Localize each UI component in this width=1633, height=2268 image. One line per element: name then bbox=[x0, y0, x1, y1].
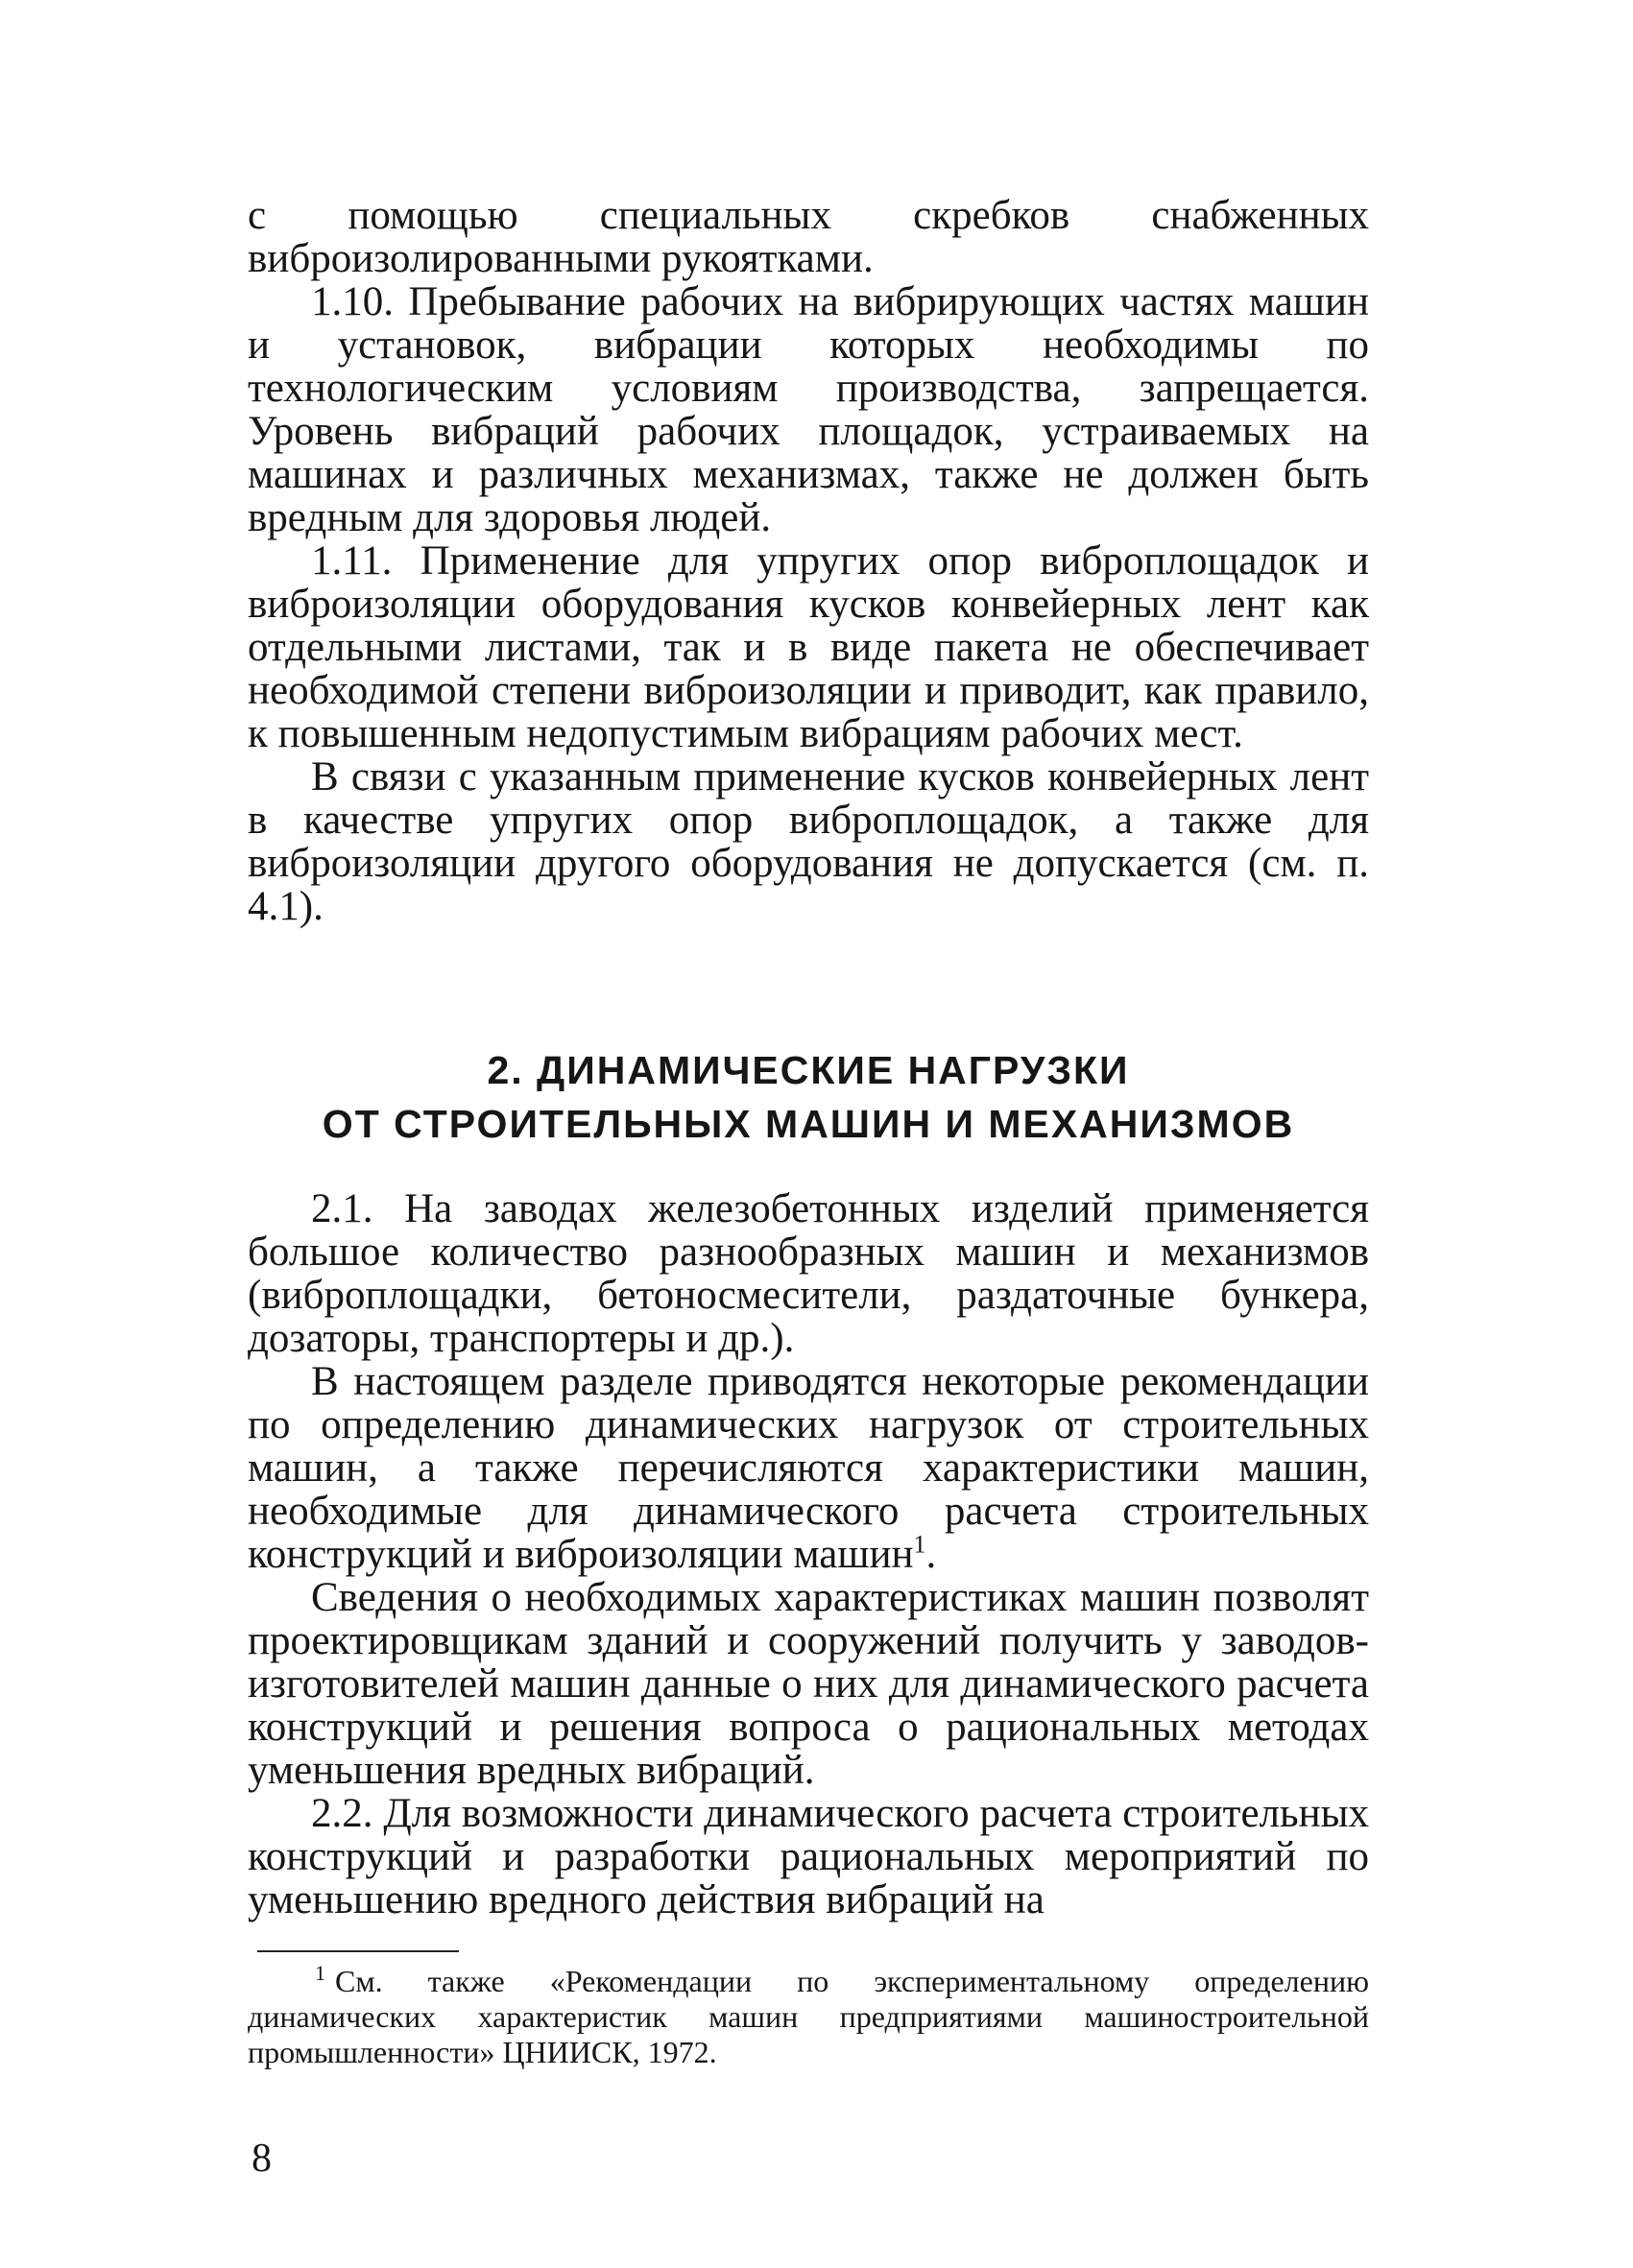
footnotes bbox=[248, 1961, 1369, 2070]
footnote-1 bbox=[248, 1961, 1369, 2070]
footnote-text: См. также «Рекомендации по экспериментальному определению динамических характеристик машин предприятиями машиностроительной промышленности» ЦНИИСК, 1972. bbox=[248, 1964, 1369, 2069]
footnote-reference: 1 bbox=[913, 1530, 926, 1559]
paragraph-recommendations bbox=[248, 1360, 1369, 1576]
paragraph-continuation: с помощью специальных скребков снабженных виброизолированными рукоятками. bbox=[248, 193, 1369, 281]
section-heading-line-2: ОТ СТРОИТЕЛЬНЫХ МАШИН И МЕХАНИЗМОВ bbox=[322, 1102, 1295, 1146]
section-heading-line-1: 2. ДИНАМИЧЕСКИЕ НАГРУЗКИ bbox=[487, 1048, 1130, 1092]
footnote-mark: 1 bbox=[315, 1961, 325, 1986]
section-heading bbox=[248, 1043, 1369, 1151]
paragraph-1-11: 1.11. Применение для упругих опор виброплощадок и виброизоляции оборудования кусков конвейерных лент как отдельными листами, так и в виде пакета не обеспечивает необходимой степени виброизоляции и приводит, как правило, к повышенным недопустимым вибрациям рабочих мест. bbox=[248, 538, 1369, 756]
body-text-top bbox=[248, 194, 1369, 928]
footnote-divider bbox=[257, 1950, 459, 1952]
paragraph-2-2: 2.2. Для возможности динамического расчета строительных конструкций и разработки рациональных мероприятий по уменьшению вредного действия вибраций на bbox=[248, 1791, 1369, 1922]
paragraph-recommendations-text: В настоящем разделе приводятся некоторые рекомендации по определению динамических нагрузок от строительных машин, а также перечисляются характеристики машин, необходимые для динамического расчета строительных конструкций и виброизоляции машин bbox=[248, 1359, 1369, 1577]
paragraph-characteristics: Сведения о необходимых характеристиках машин позволят проектировщикам зданий и сооружений получить у заводов-изготовителей машин данные о них для динамического расчета конструкций и решения вопроса о рациональных методах уменьшения вредных вибраций. bbox=[248, 1575, 1369, 1793]
paragraph-2-1: 2.1. На заводах железобетонных изделий применяется большое количество разнообразных машин и механизмов (виброплощадки, бетоносмесители, раздаточные бункера, дозаторы, транспортеры и др.). bbox=[248, 1186, 1369, 1361]
body-text-section-2 bbox=[248, 1187, 1369, 1922]
page-number: 8 bbox=[252, 2137, 272, 2181]
paragraph-1-10: 1.10. Пребывание рабочих на вибрирующих частях машин и установок, вибрации которых необходимы по технологическим условиям производства, запрещается. Уровень вибраций рабочих площадок, устраиваемых на машинах и различных механизмах, также не должен быть вредным для здоровья людей. bbox=[248, 279, 1369, 540]
paragraph-conveyor-belts: В связи с указанным применение кусков конвейерных лент в качестве упругих опор виброплощадок, а также для виброизоляции другого оборудования не допускается (см. п. 4.1). bbox=[248, 754, 1369, 929]
footnote-reference-punct: . bbox=[925, 1532, 937, 1577]
